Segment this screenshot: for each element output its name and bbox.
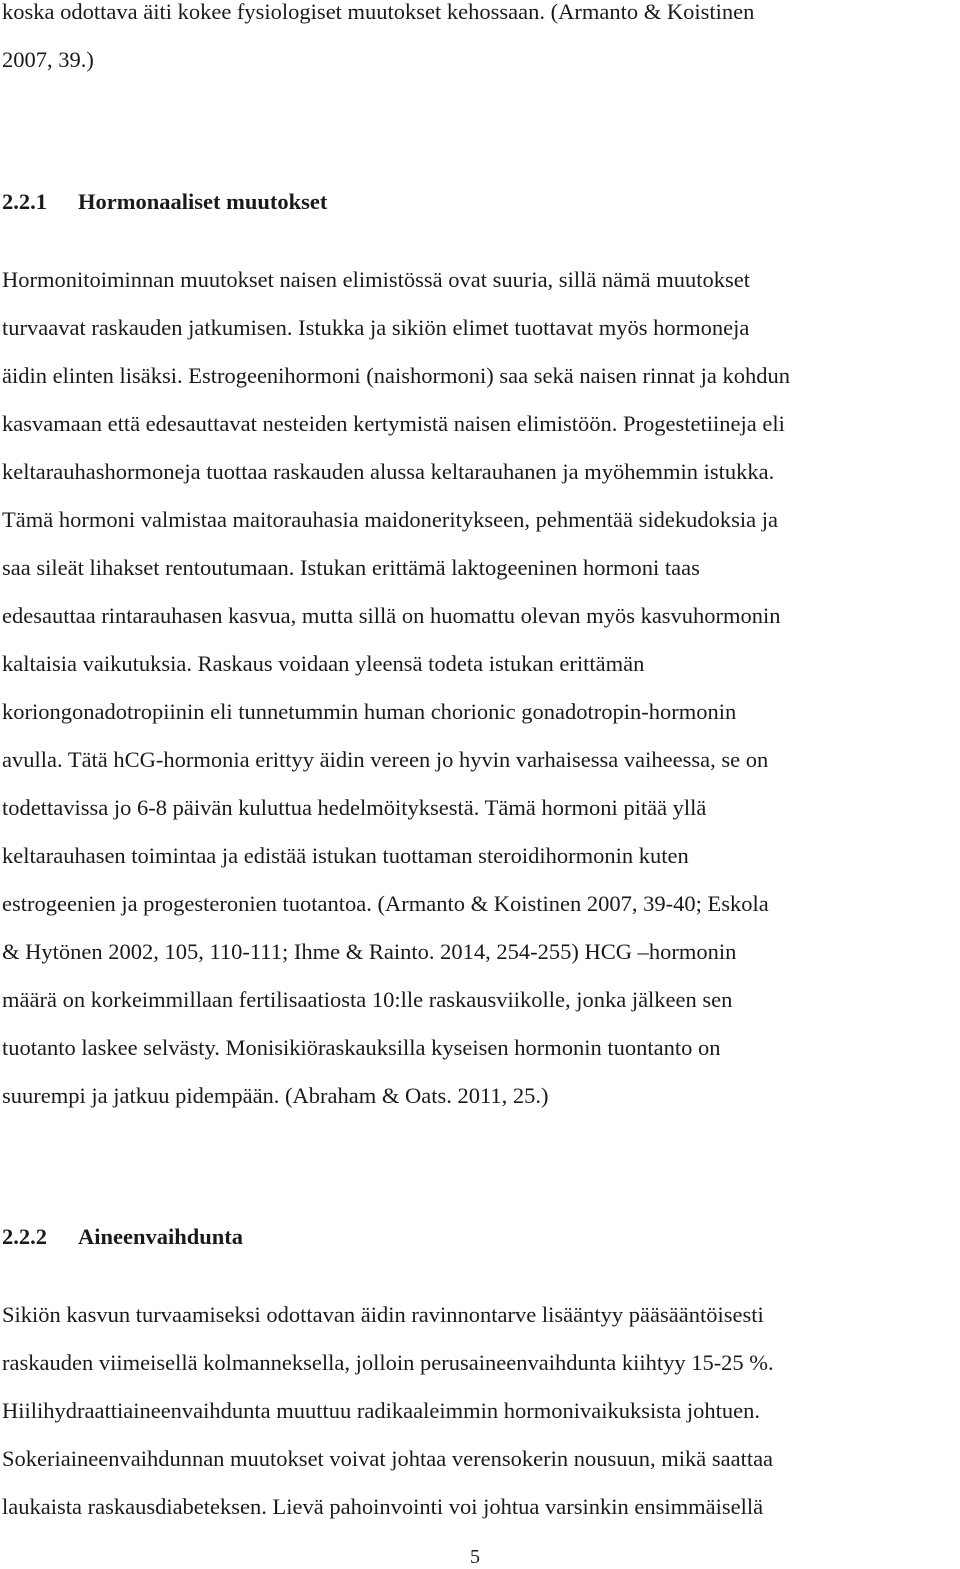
paragraph-line: estrogeenien ja progesteronien tuotantoa. (Armanto & Koistinen 2007, 39-40; Eskola: [2, 891, 769, 916]
paragraph-line: edesauttaa rintarauhasen kasvua, mutta sillä on huomattu olevan myös kasvuhormonin: [2, 603, 781, 628]
paragraph-line: keltarauhashormoneja tuottaa raskauden alussa keltarauhanen ja myöhemmin istukka.: [2, 459, 775, 484]
paragraph-line: Hiilihydraattiaineenvaihdunta muuttuu radikaaleimmin hormonivaikuksista johtuen.: [2, 1398, 760, 1423]
paragraph-line: kaltaisia vaikutuksia. Raskaus voidaan yleensä todeta istukan erittämän: [2, 651, 645, 676]
paragraph-line: kasvamaan että edesauttavat nesteiden kertymistä naisen elimistöön. Progestetiineja eli: [2, 411, 785, 436]
paragraph-line: & Hytönen 2002, 105, 110-111; Ihme & Rainto. 2014, 254-255) HCG –hormonin: [2, 939, 737, 964]
section-heading: [2, 187, 327, 217]
paragraph-line: turvaavat raskauden jatkumisen. Istukka ja sikiön elimet tuottavat myös hormoneja: [2, 315, 750, 340]
paragraph-line: avulla. Tätä hCG-hormonia erittyy äidin vereen jo hyvin varhaisessa vaiheessa, se on: [2, 747, 769, 772]
intro-line: 2007, 39.): [2, 47, 94, 72]
page-number: 5: [470, 1546, 480, 1568]
section-heading: [2, 1222, 243, 1252]
paragraph-line: koriongonadotropiinin eli tunnetummin human chorionic gonadotropin-hormonin: [2, 699, 737, 724]
paragraph-line: Sokeriaineenvaihdunnan muutokset voivat johtaa verensokerin nousuun, mikä saattaa: [2, 1446, 774, 1471]
section-number: 2.2.2: [2, 1224, 47, 1249]
paragraph-line: Tämä hormoni valmistaa maitorauhasia maidoneritykseen, pehmentää sidekudoksia ja: [2, 507, 779, 532]
paragraph-line: Sikiön kasvun turvaamiseksi odottavan äidin ravinnontarve lisääntyy pääsääntöisesti: [2, 1302, 764, 1327]
paragraph-line: raskauden viimeisellä kolmanneksella, jolloin perusaineenvaihdunta kiihtyy 15-25 %.: [2, 1350, 774, 1375]
paragraph-line: äidin elinten lisäksi. Estrogeenihormoni (naishormoni) saa sekä naisen rinnat ja kohdun: [2, 363, 790, 388]
paragraph-line: tuotanto laskee selvästy. Monisikiöraskauksilla kyseisen hormonin tuontanto on: [2, 1035, 721, 1060]
intro-line: koska odottava äiti kokee fysiologiset muutokset kehossaan. (Armanto & Koistinen: [2, 0, 755, 24]
paragraph-line: saa sileät lihakset rentoutumaan. Istukan erittämä laktogeeninen hormoni taas: [2, 555, 700, 580]
section-title: Aineenvaihdunta: [78, 1224, 244, 1249]
paragraph-line: suurempi ja jatkuu pidempään. (Abraham & Oats. 2011, 25.): [2, 1083, 549, 1108]
section-number: 2.2.1: [2, 189, 47, 214]
paragraph-line: Hormonitoiminnan muutokset naisen elimistössä ovat suuria, sillä nämä muutokset: [2, 267, 751, 292]
paragraph-line: todettavissa jo 6-8 päivän kuluttua hedelmöityksestä. Tämä hormoni pitää yllä: [2, 795, 707, 820]
paragraph-line: laukaista raskausdiabeteksen. Lievä pahoinvointi voi johtua varsinkin ensimmäisellä: [2, 1494, 764, 1519]
section-title: Hormonaaliset muutokset: [78, 189, 328, 214]
paragraph-line: määrä on korkeimmillaan fertilisaatiosta 10:lle raskausviikolle, jonka jälkeen sen: [2, 987, 733, 1012]
paragraph-line: keltarauhasen toimintaa ja edistää istukan tuottaman steroidihormonin kuten: [2, 843, 689, 868]
